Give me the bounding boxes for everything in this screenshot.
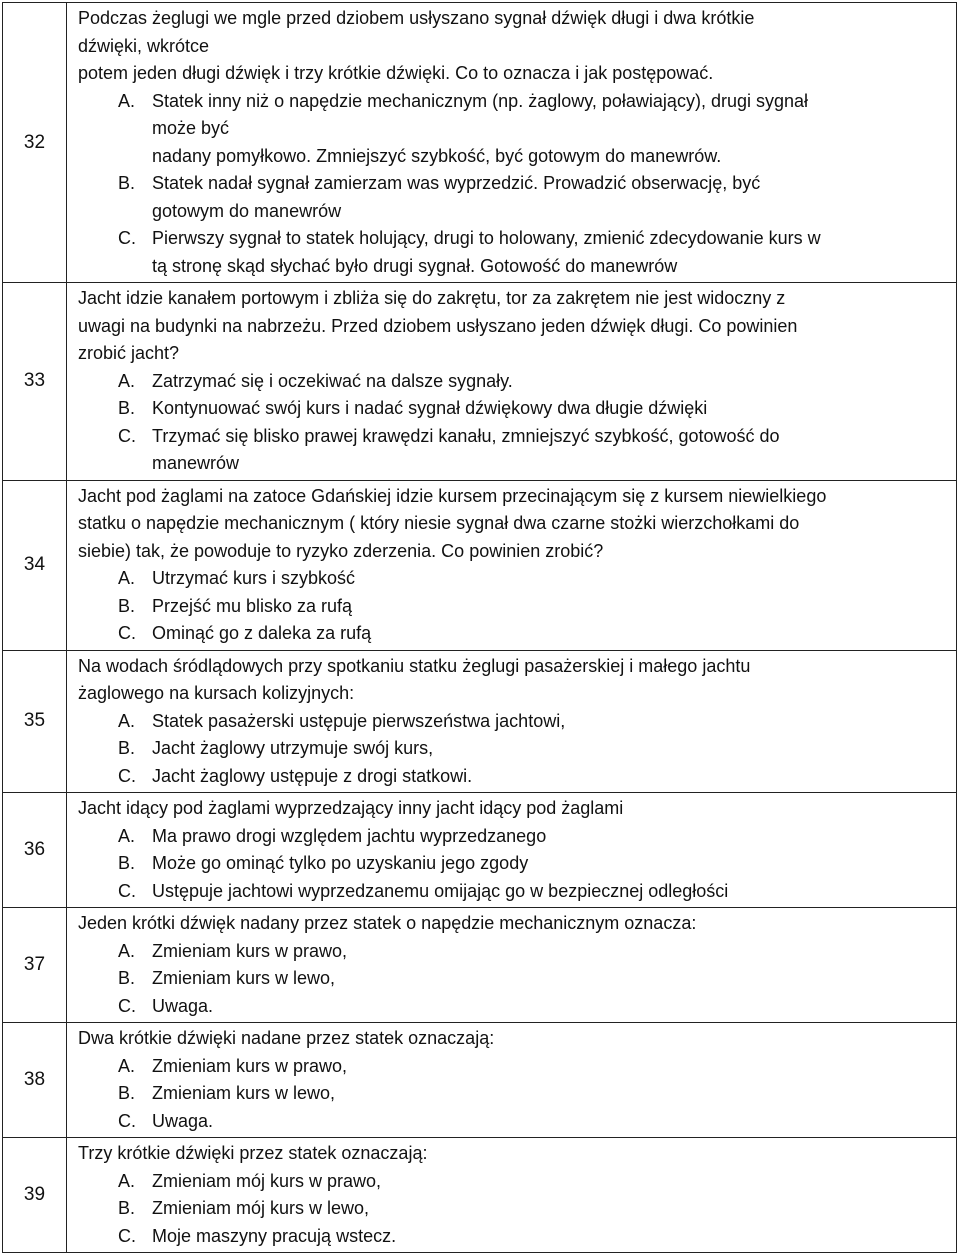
answer-option (78, 395, 950, 423)
question-text-line: Jacht idący pod żaglami wyprzedzający inny jacht idący pod żaglami (78, 798, 624, 818)
question-text (78, 910, 950, 938)
answer-text (152, 708, 950, 736)
answer-text-line: Pierwszy sygnał to statek holujący, drugi to holowany, zmienić zdecydowanie kurs w (152, 228, 821, 248)
answer-letter: C. (118, 765, 136, 786)
answer-option (78, 170, 950, 225)
question-content (67, 3, 957, 283)
question-text-line: Jacht idzie kanałem portowym i zbliża się do zakrętu, tor za zakrętem nie jest widoczny z (78, 288, 786, 308)
answer-option (78, 1223, 950, 1251)
answer-letter: A. (118, 1055, 136, 1076)
answer-text (152, 850, 950, 878)
answer-option (78, 878, 950, 906)
answer-text (152, 735, 950, 763)
answer-letter: A. (118, 940, 136, 961)
answer-text (152, 1053, 950, 1081)
answer-letter: A. (118, 90, 136, 111)
question-content (67, 283, 957, 481)
question-row (3, 3, 957, 283)
answer-option (78, 1195, 950, 1223)
question-text-line: Trzy krótkie dźwięki przez statek oznaczają: (78, 1143, 428, 1163)
question-number: 38 (3, 1023, 67, 1138)
answer-text-line: Statek pasażerski ustępuje pierwszeństwa jachtowi, (152, 710, 566, 731)
answer-text-line: Zmieniam mój kurs w lewo, (152, 1198, 370, 1218)
answer-text (152, 1223, 950, 1251)
answer-text-line: Zmieniam kurs w prawo, (152, 940, 348, 961)
questions-table-body (3, 3, 957, 1253)
answer-text (152, 763, 950, 791)
answer-text-line: Zmieniam kurs w lewo, (152, 968, 336, 988)
question-content (67, 650, 957, 793)
answer-letter: C. (118, 228, 136, 248)
question-number: 37 (3, 908, 67, 1023)
question-row (3, 1023, 957, 1138)
question-text-line: zrobić jacht? (78, 343, 180, 363)
answer-letter: B. (118, 173, 136, 193)
answer-text-line: Trzymać się blisko prawej krawędzi kanału, zmniejszyć szybkość, gotowość do (152, 425, 780, 446)
answer-text-line: Jacht żaglowy utrzymuje swój kurs, (152, 738, 434, 758)
answer-option (78, 965, 950, 993)
question-number: 33 (3, 283, 67, 481)
answer-text-line: Statek inny niż o napędzie mechanicznym (np. żaglowy, poławiający), drugi sygnał (152, 90, 808, 111)
answer-text (152, 965, 950, 993)
answer-text-line: Utrzymać kurs i szybkość (152, 568, 356, 588)
question-row (3, 480, 957, 650)
answer-letter: B. (118, 853, 136, 873)
question-text-line: potem jeden długi dźwięk i trzy krótkie dźwięki. Co to oznacza i jak postępować. (78, 63, 714, 83)
question-text (78, 795, 950, 823)
answer-option (78, 593, 950, 621)
answer-text-line: gotowym do manewrów (152, 200, 342, 221)
answer-letter: B. (118, 738, 136, 758)
question-number: 32 (3, 3, 67, 283)
question-text (78, 1140, 950, 1168)
answer-text-line: Ma prawo drogi względem jachtu wyprzedzanego (152, 825, 547, 846)
answer-text (152, 1195, 950, 1223)
question-text-line: Jeden krótki dźwięk nadany przez statek o napędzie mechanicznym oznacza: (78, 913, 697, 933)
answer-option (78, 938, 950, 966)
answer-option (78, 735, 950, 763)
answer-text-line: Może go ominąć tylko po uzyskaniu jego zgody (152, 853, 529, 873)
answer-text (152, 88, 950, 171)
answer-letter: B. (118, 1083, 136, 1103)
answer-option (78, 1080, 950, 1108)
question-text-line: Podczas żeglugi we mgle przed dziobem usłyszano sygnał dźwięk długi i dwa krótkie (78, 8, 755, 28)
question-text-line: uwagi na budynki na nabrzeżu. Przed dziobem usłyszano jeden dźwięk długi. Co powinien (78, 315, 798, 336)
question-content (67, 793, 957, 908)
question-number: 36 (3, 793, 67, 908)
question-content (67, 480, 957, 650)
answer-text-line: Uwaga. (152, 1110, 214, 1131)
question-number: 39 (3, 1138, 67, 1253)
question-text (78, 5, 950, 88)
answer-text-line: manewrów (152, 453, 240, 473)
answer-text (152, 938, 950, 966)
answer-option (78, 708, 950, 736)
questions-table (2, 2, 957, 1253)
answer-option (78, 88, 950, 171)
answer-option (78, 423, 950, 478)
answer-text (152, 620, 950, 648)
answer-text (152, 423, 950, 478)
answer-letter: C. (118, 425, 136, 446)
question-row (3, 1138, 957, 1253)
answer-option (78, 763, 950, 791)
answer-letter: B. (118, 968, 136, 988)
question-text (78, 1025, 950, 1053)
answer-option (78, 993, 950, 1021)
question-text-line: Na wodach śródlądowych przy spotkaniu statku żeglugi pasażerskiej i małego jachtu (78, 655, 751, 676)
answer-text (152, 593, 950, 621)
question-text-line: statku o napędzie mechanicznym ( który niesie sygnał dwa czarne stożki wierzchołkami do (78, 513, 800, 533)
question-text-line: Jacht pod żaglami na zatoce Gdańskiej idzie kursem przecinającym się z kursem niewielkiego (78, 485, 827, 506)
answer-option (78, 1108, 950, 1136)
question-text-line: dźwięki, wkrótce (78, 35, 210, 56)
answer-letter: A. (118, 825, 136, 846)
question-row (3, 650, 957, 793)
question-row (3, 283, 957, 481)
question-text (78, 653, 950, 708)
answer-option (78, 1053, 950, 1081)
question-text (78, 483, 950, 566)
answer-text-line: nadany pomyłkowo. Zmniejszyć szybkość, być gotowym do manewrów. (152, 145, 722, 166)
answer-letter: C. (118, 1110, 136, 1131)
answer-letter: C. (118, 623, 136, 643)
question-number: 34 (3, 480, 67, 650)
answer-text-line: może być (152, 118, 230, 138)
answer-text-line: Kontynuować swój kurs i nadać sygnał dźwiękowy dwa długie dźwięki (152, 398, 708, 418)
question-text-line: siebie) tak, że powoduje to ryzyko zderzenia. Co powinien zrobić? (78, 540, 604, 561)
answer-option (78, 368, 950, 396)
answer-text-line: Statek nadał sygnał zamierzam was wyprzedzić. Prowadzić obserwację, być (152, 173, 761, 193)
answer-text (152, 1168, 950, 1196)
question-text-line: żaglowego na kursach kolizyjnych: (78, 683, 355, 703)
question-row (3, 908, 957, 1023)
answer-text-line: Zmieniam kurs w lewo, (152, 1083, 336, 1103)
answer-text-line: Uwaga. (152, 995, 214, 1016)
answer-text-line: Zatrzymać się i oczekiwać na dalsze sygnały. (152, 370, 513, 391)
answer-text-line: Ominąć go z daleka za rufą (152, 623, 372, 643)
answer-text (152, 993, 950, 1021)
answer-letter: C. (118, 995, 136, 1016)
question-row (3, 793, 957, 908)
question-content (67, 908, 957, 1023)
answer-text (152, 225, 950, 280)
answer-option (78, 225, 950, 280)
answer-letter: B. (118, 595, 136, 616)
answer-text (152, 565, 950, 593)
answer-text (152, 395, 950, 423)
question-number: 35 (3, 650, 67, 793)
answer-text-line: Zmieniam kurs w prawo, (152, 1055, 348, 1076)
answer-letter: C. (118, 1225, 136, 1246)
answer-letter: A. (118, 568, 136, 588)
answer-letter: B. (118, 1198, 136, 1218)
answer-text-line: Ustępuje jachtowi wyprzedzanemu omijając go w bezpiecznej odległości (152, 880, 729, 901)
answer-option (78, 823, 950, 851)
answer-text (152, 1108, 950, 1136)
answer-text-line: Zmieniam mój kurs w prawo, (152, 1170, 382, 1191)
answer-option (78, 1168, 950, 1196)
answer-letter: A. (118, 370, 136, 391)
question-text-line: Dwa krótkie dźwięki nadane przez statek oznaczają: (78, 1028, 495, 1048)
answer-option (78, 850, 950, 878)
answer-text (152, 878, 950, 906)
answer-text-line: tą stronę skąd słychać było drugi sygnał. Gotowość do manewrów (152, 255, 678, 276)
answer-option (78, 565, 950, 593)
question-content (67, 1138, 957, 1253)
answer-letter: A. (118, 1170, 136, 1191)
answer-text-line: Jacht żaglowy ustępuje z drogi statkowi. (152, 765, 473, 786)
answer-text (152, 823, 950, 851)
question-content (67, 1023, 957, 1138)
answer-option (78, 620, 950, 648)
answer-text (152, 170, 950, 225)
answer-text (152, 368, 950, 396)
answer-letter: A. (118, 710, 136, 731)
answer-letter: C. (118, 880, 136, 901)
answer-text (152, 1080, 950, 1108)
question-text (78, 285, 950, 368)
answer-letter: B. (118, 398, 136, 418)
answer-text-line: Moje maszyny pracują wstecz. (152, 1225, 397, 1246)
answer-text-line: Przejść mu blisko za rufą (152, 595, 353, 616)
